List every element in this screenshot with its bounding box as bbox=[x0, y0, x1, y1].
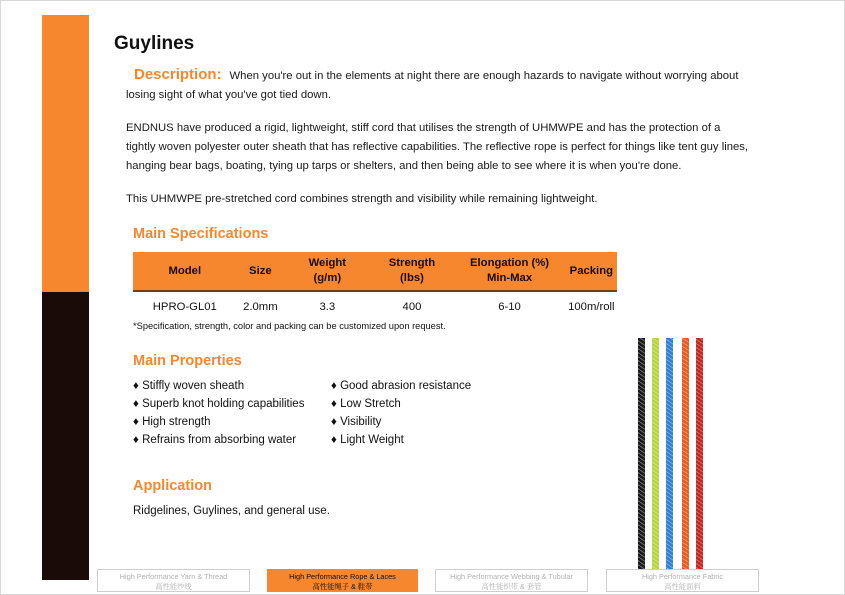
rope-samples-image bbox=[634, 338, 708, 570]
tab-yarn-thread[interactable] bbox=[97, 569, 250, 592]
application-text: Ridgelines, Guylines, and general use. bbox=[133, 505, 330, 517]
list-item: ♦ Low Stretch bbox=[331, 398, 401, 410]
list-item: ♦ Light Weight bbox=[331, 434, 404, 446]
spec-elongation: 6-10 bbox=[498, 301, 521, 313]
spec-strength: 400 bbox=[402, 301, 422, 313]
specs-header-row bbox=[133, 252, 617, 291]
page-title: Guylines bbox=[114, 33, 195, 54]
main-specs-heading: Main Specifications bbox=[133, 226, 269, 242]
properties-right-column bbox=[331, 377, 471, 449]
spec-weight: 3.3 bbox=[319, 301, 336, 313]
list-item: ♦ High strength bbox=[133, 416, 211, 428]
tab-webbing-tubular[interactable] bbox=[435, 569, 588, 592]
description-label: Description: bbox=[134, 66, 222, 83]
tab-label-en: High Performance Fabric bbox=[641, 572, 724, 581]
list-item: ♦ Visibility bbox=[331, 416, 382, 428]
table-row bbox=[133, 291, 617, 322]
tab-label-cn: 高性能织带 & 套管 bbox=[481, 582, 542, 591]
tab-label-cn: 高性能纱线 bbox=[155, 582, 192, 591]
category-tabs bbox=[97, 569, 759, 595]
specs-header-packing: Packing bbox=[566, 252, 617, 291]
description-intro bbox=[126, 65, 751, 105]
description-intro-text: When you're out in the elements at night there are enough hazards to navigate without worrying about losing sight of what you've got tied down. bbox=[126, 70, 739, 101]
main-properties-heading: Main Properties bbox=[133, 353, 242, 369]
spec-packing: 100m/roll bbox=[568, 301, 615, 313]
spec-model: HPRO-GL01 bbox=[152, 301, 217, 313]
specs-header-size: Size bbox=[237, 252, 285, 291]
specs-header-model: Model bbox=[133, 252, 237, 291]
side-bar-orange bbox=[42, 15, 89, 292]
tab-rope-laces[interactable] bbox=[267, 569, 418, 592]
description-block bbox=[126, 65, 751, 223]
tab-label-cn: 高性能绳子 & 鞋带 bbox=[312, 582, 373, 591]
list-item: ♦ Stiffly woven sheath bbox=[133, 380, 245, 392]
side-bar-dark bbox=[42, 292, 89, 580]
tab-fabric[interactable] bbox=[606, 569, 759, 592]
description-para3: This UHMWPE pre-stretched cord combines strength and visibility while remaining lightweight. bbox=[126, 193, 598, 205]
tab-label-en: High Performance Webbing & Tubular bbox=[450, 572, 573, 581]
specs-note: *Specification, strength, color and packing can be customized upon request. bbox=[133, 321, 446, 331]
rope-strand-texture bbox=[666, 338, 673, 570]
list-item: ♦ Superb knot holding capabilities bbox=[133, 398, 305, 410]
description-para2: ENDNUS have produced a rigid, lightweight, stiff cord that utilises the strength of UHMWPE and has the protection of a tightly woven polyester outer sheath that has reflective capabilities. The reflective rope is perfect for things like tent guy lines, hanging bear bags, boating, tying up tarps or shelters, and then being able to see where it is when you're done. bbox=[126, 122, 749, 172]
specs-header-strength: Strength (lbs) bbox=[371, 252, 454, 291]
list-item: ♦ Refrains from absorbing water bbox=[133, 434, 297, 446]
tab-label-en: High Performance Rope & Laces bbox=[289, 572, 396, 581]
rope-strand-texture bbox=[638, 338, 645, 570]
list-item: ♦ Good abrasion resistance bbox=[331, 380, 472, 392]
spec-size: 2.0mm bbox=[243, 301, 278, 313]
specs-header-weight: Weight (g/m) bbox=[284, 252, 370, 291]
tab-label-cn: 高性能面料 bbox=[664, 582, 701, 591]
rope-strand-texture bbox=[682, 338, 689, 570]
rope-strand-texture bbox=[652, 338, 659, 570]
specs-header-elongation: Elongation (%) Min-Max bbox=[453, 252, 565, 291]
tab-label-en: High Performance Yarn & Thread bbox=[119, 572, 228, 581]
specs-table bbox=[133, 252, 617, 322]
application-heading: Application bbox=[133, 478, 212, 494]
properties-left-column bbox=[133, 377, 304, 449]
rope-strand-texture bbox=[696, 338, 703, 570]
